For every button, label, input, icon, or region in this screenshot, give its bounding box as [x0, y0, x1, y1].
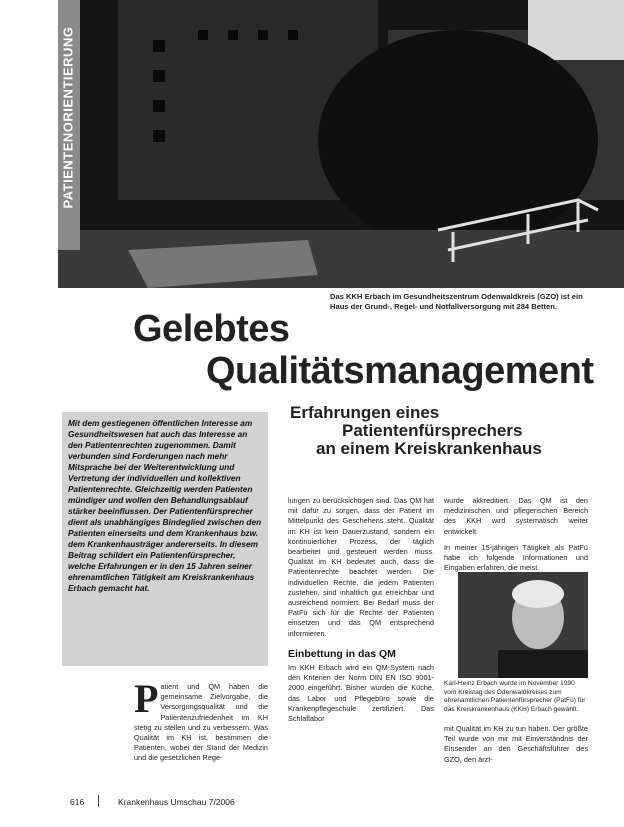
- subtitle: [288, 404, 588, 458]
- subtitle-line1: Erfahrungen eines: [290, 403, 440, 422]
- column-3-text-3: mit Qualität im KH zu tun haben. Der größte Teil wurde von mir mit Einverständnis der Einsender an den Geschäftsführer des GZO, den ärzt-: [444, 724, 588, 764]
- teaser-box: [62, 412, 268, 666]
- section-heading: Einbettung in das QM: [288, 647, 396, 660]
- subtitle-line3: an einem Kreiskrankenhaus: [316, 439, 542, 458]
- column-1: [134, 676, 268, 764]
- hospital-building-illustration: [58, 0, 624, 288]
- section-label: PATIENTENORIENTIERUNG: [60, 26, 76, 209]
- column-3-text: wurde akkreditiert. Das QM ist den medizinischen und pflegerischen Bereich des KKH wird systematisch weiter entwickelt.: [444, 496, 588, 536]
- portrait-photo: [458, 572, 588, 678]
- portrait-illustration: [458, 572, 588, 678]
- footer-divider: [98, 795, 99, 807]
- drop-cap: P: [134, 676, 159, 721]
- column-3-top: [444, 496, 588, 573]
- section-label-tab: [58, 0, 80, 250]
- hospital-photo: [58, 0, 624, 288]
- portrait-caption: Karl-Heinz Erbach wurde im November 1990 vom Kreistag des Odenwaldkreises zum ehrenamtlichen Patientenfürsprecher (PatFü) für das Kreiskrankenhaus (KKH) Erbach gewählt.: [444, 680, 586, 713]
- column-2: [288, 496, 434, 724]
- photo-caption: Das KKH Erbach im Gesundheitszentrum Odenwaldkreis (GZO) ist ein Haus der Grund-, Regel- und Notfallversorgung mit 284 Betten.: [330, 292, 583, 311]
- journal-name: Krankenhaus Umschau 7/2006: [118, 797, 235, 807]
- column-1-text: atient und QM haben die gemeinsame Zielvorgabe, die Versorgungsqualität und die Patientenzufriedenheit im KH stetig zu stellen und zu verbessern. Was Qualität im KH ist, bestimmen die Patienten, wobei der Stand der Medizin und die gesetzlichen Rege-: [134, 682, 268, 763]
- column-2-text-2: Im KKH Erbach wird ein QM-System nach den Kriterien der Norm DIN EN ISO 9001-2000 eingeführt. Bisher wurden die Küche, das Labor und Pflegebüro sowie die Krankenpflegeschule zertifiziert. Das Schlaflabor: [288, 663, 434, 724]
- page-number: 616: [70, 797, 85, 807]
- teaser-text: Mit dem gestiegenen öffentlichen Interesse am Gesundheitswesen hat auch das Interesse an den Patientenrechten zugenommen. Damit verbunden sind Forderungen nach mehr Mitsprache bei der Weiterentwicklung und Vertretung der individuellen und kollektiven Patientenrechte. Gleichzeitig werden Patienten mündiger und wollen den Behandlungsablauf stärker beeinflussen. Der Patientenfürsprecher dient als unabhängiges Bindeglied zwischen den Patienten einerseits und dem Krankenhaus bzw. dem Krankenhausträger andererseits. In diesem Beitrag schildert ein Patientenfürsprecher, welche Erfahrungen er in den 15 Jahren seiner ehrenamtlichen Tätigkeit am Kreiskrankenhaus Erbach gemacht hat.: [68, 418, 262, 593]
- title-line2: Qualitätsmanagement: [206, 350, 594, 392]
- column-3-text-2: In meiner 15-jährigen Tätigkeit als PatFü habe ich folgende Informationen und Eingaben erfahren, die meist: [444, 542, 588, 573]
- column-3-bottom: [444, 724, 588, 765]
- title-line1: Gelebtes: [133, 308, 290, 350]
- subtitle-line2: Patientenfürsprechers: [342, 421, 523, 440]
- column-2-text: lungen zu berücksichtigen sind. Das QM hat mit dafür zu sorgen, dass der Patient im Mittelpunkt des Geschehens steht. Qualität im KH ist kein Dauerzustand, sondern ein kontinuierlicher Prozess, der täglich bearbeitet und gesteuert werden muss. Qualität im KH bedeutet auch, dass die Patientenrechte beachtet werden. Die individuellen Rechte, die jedem Patienten zustehen, sind inhaltlich gut erreichbar und ausreichend normiert. Bei Bedarf muss der PatFü sich für die Rechte der Patienten einsetzen und das QM entsprechend informieren.: [288, 496, 434, 638]
